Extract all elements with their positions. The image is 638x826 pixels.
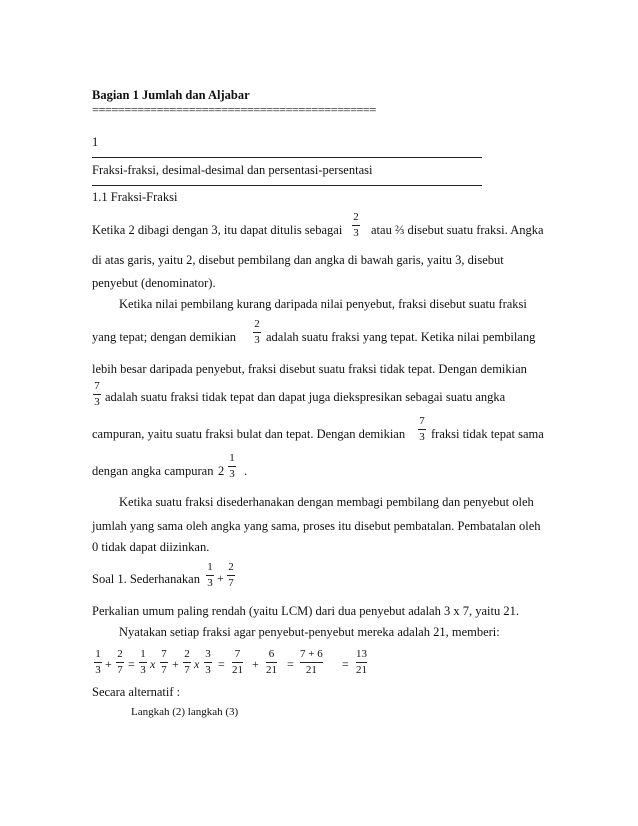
- numerator: 7: [419, 415, 425, 427]
- fraction-7-3: [418, 416, 426, 443]
- denominator: 21: [305, 664, 317, 676]
- fraction-7-21: [232, 649, 243, 676]
- fraction-7-plus-6-over-21: [300, 649, 323, 676]
- numerator: 2: [228, 561, 234, 573]
- equals-sign: =: [128, 657, 135, 671]
- chapter-title: Fraksi-fraksi, desimal-desimal dan persentasi-persentasi: [92, 163, 373, 177]
- p3-line1: Ketika suatu fraksi disederhanakan dengan membagi pembilang dan penyebut oleh: [119, 495, 534, 509]
- fraction-1-3: [139, 649, 147, 676]
- numerator: 1: [229, 452, 235, 464]
- equals-sign: =: [218, 657, 225, 671]
- denominator: 3: [419, 431, 425, 443]
- p2-line6-start: dengan angka campuran: [92, 464, 214, 478]
- p2-line5-start: campuran, yaitu suatu fraksi bulat dan tepat. Dengan demikian: [92, 427, 406, 441]
- plus-sign: +: [172, 657, 179, 671]
- fraction-2-7: [183, 649, 191, 676]
- fraction-2-3: [253, 319, 261, 346]
- numerator: 1: [207, 561, 213, 573]
- p1-line2: di atas garis, yaitu 2, disebut pembilang dan angka di bawah garis, yaitu 3, disebut: [92, 253, 504, 267]
- p1-line1-start: Ketika 2 dibagi dengan 3, itu dapat ditulis sebagai: [92, 223, 343, 237]
- fraction-7-3: [93, 381, 101, 408]
- problem-label: Soal 1. Sederhanakan: [92, 572, 200, 586]
- denominator: 3: [94, 396, 100, 408]
- part-title: Bagian 1 Jumlah dan Aljabar: [92, 88, 250, 102]
- p5-text: Nyatakan setiap fraksi agar penyebut-penyebut mereka adalah 21, memberi:: [119, 625, 500, 639]
- equals-sign: =: [342, 657, 349, 671]
- p2-line6-end: .: [244, 464, 248, 478]
- fraction-2-7: [116, 649, 124, 676]
- p1-line1-end: atau ⅔ disebut suatu fraksi. Angka: [371, 223, 544, 237]
- p4-text: Perkalian umum paling rendah (yaitu LCM) dari dua penyebut adalah 3 x 7, yaitu 21.: [92, 604, 519, 618]
- numerator: 7: [234, 648, 241, 660]
- title-rule: ============================================: [92, 103, 376, 117]
- denominator: 3: [353, 227, 359, 239]
- numerator: 2: [184, 648, 190, 660]
- denominator: 3: [207, 577, 213, 589]
- p2-line4: adalah suatu fraksi tidak tepat dan dapat juga diekspresikan sebagai suatu angka: [105, 390, 506, 404]
- mixed-number-whole: 2: [218, 464, 225, 478]
- denominator: 7: [161, 664, 167, 676]
- p2-line1: Ketika nilai pembilang kurang daripada nilai penyebut, fraksi disebut suatu fraksi: [119, 297, 527, 311]
- denominator: 21: [232, 664, 243, 676]
- numerator: 7: [94, 380, 100, 392]
- numerator: 7: [161, 648, 167, 660]
- plus-sign: +: [105, 657, 112, 671]
- numerator: 3: [205, 648, 211, 660]
- denominator: 3: [254, 334, 260, 346]
- numerator: 2: [117, 648, 123, 660]
- fraction-13-21: [356, 649, 367, 676]
- numerator: 2: [353, 211, 359, 223]
- fraction-1-3: [206, 562, 214, 589]
- fraction-1-3: [94, 649, 102, 676]
- fraction-7-7: [160, 649, 168, 676]
- p2-line5-end: fraksi tidak tepat sama: [431, 427, 544, 441]
- denominator: 7: [228, 577, 234, 589]
- denominator: 7: [117, 664, 123, 676]
- denominator: 3: [95, 664, 101, 676]
- numerator: 6: [268, 648, 275, 660]
- p3-line3: 0 tidak dapat diizinkan.: [92, 540, 210, 554]
- numerator: 7 + 6: [300, 648, 323, 660]
- chapter-rule-bottom: [92, 185, 482, 186]
- numerator: 1: [95, 648, 101, 660]
- plus-sign: +: [217, 571, 224, 585]
- steps-label: Langkah (2) langkah (3): [131, 706, 239, 718]
- denominator: 21: [356, 664, 367, 676]
- times-sign: x: [194, 657, 200, 671]
- denominator: 3: [229, 468, 235, 480]
- times-sign: x: [150, 657, 156, 671]
- p2-line2-start: yang tepat; dengan demikian: [92, 330, 237, 344]
- numerator: 2: [254, 318, 260, 330]
- denominator: 3: [140, 664, 146, 676]
- fraction-2-3: [352, 212, 360, 239]
- fraction-2-7: [227, 562, 235, 589]
- p2-line3: lebih besar daripada penyebut, fraksi disebut suatu fraksi tidak tepat. Dengan demikian: [92, 362, 527, 376]
- fraction-3-3: [204, 649, 212, 676]
- p2-line2-end: adalah suatu fraksi yang tepat. Ketika nilai pembilang: [266, 330, 536, 344]
- section-title: 1.1 Fraksi-Fraksi: [92, 190, 178, 204]
- numerator: 13: [356, 648, 367, 660]
- chapter-rule-top: [92, 157, 482, 158]
- chapter-number: 1: [92, 135, 99, 149]
- fraction-6-21: [266, 649, 277, 676]
- plus-sign: +: [252, 657, 259, 671]
- equals-sign: =: [287, 657, 294, 671]
- denominator: 21: [266, 664, 277, 676]
- p1-line3: penyebut (denominator).: [92, 276, 216, 290]
- denominator: 7: [184, 664, 190, 676]
- denominator: 3: [205, 664, 211, 676]
- numerator: 1: [140, 648, 146, 660]
- p3-line2: jumlah yang sama oleh angka yang sama, proses itu disebut pembatalan. Pembatalan oleh: [92, 519, 541, 533]
- alternative-label: Secara alternatif :: [92, 685, 181, 699]
- fraction-1-3: [228, 453, 236, 480]
